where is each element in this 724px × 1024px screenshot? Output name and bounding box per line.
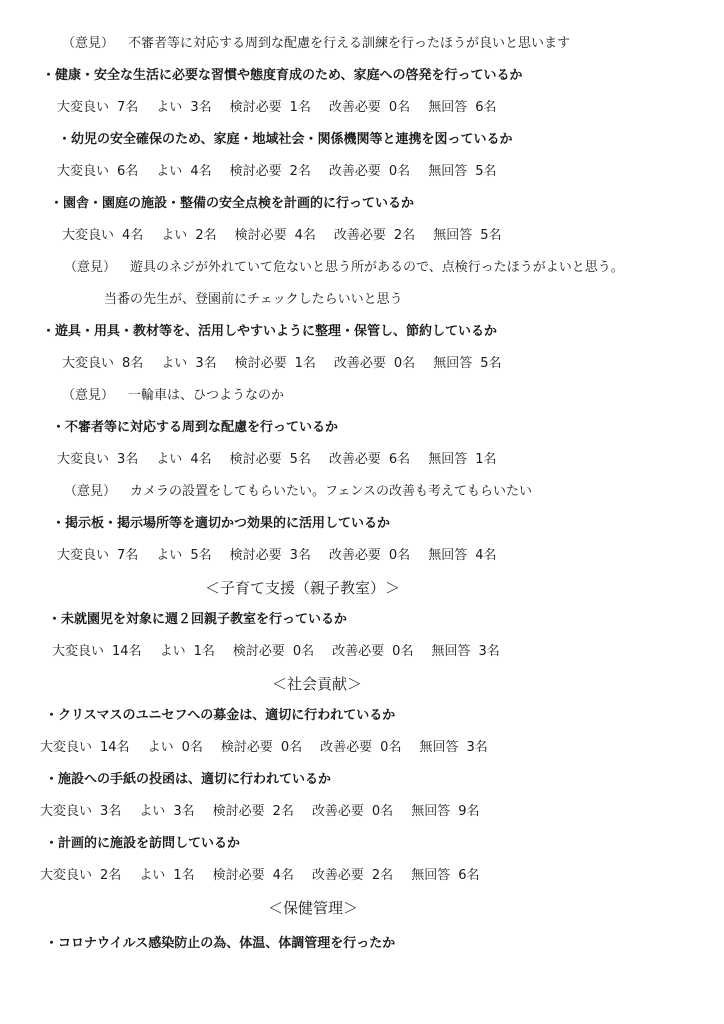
rating-count: 6名: [475, 100, 497, 115]
rating-count: 3名: [466, 740, 488, 755]
rating-label: 検討必要: [232, 644, 285, 659]
rating-label: 無回答: [433, 228, 473, 243]
survey-question: ・不審者等に対応する周到な配慮を行っているか: [52, 420, 339, 435]
rating-label: 大変良い: [52, 644, 105, 659]
rating-label: 改善必要: [328, 100, 381, 115]
survey-question: ・計画的に施設を訪問しているか: [45, 836, 241, 851]
rating-label: 検討必要: [229, 100, 282, 115]
rating-count: 4名: [475, 548, 497, 563]
rating-count: 3名: [478, 644, 500, 659]
rating-results-row: [57, 452, 496, 468]
rating-count: 14名: [112, 644, 142, 659]
rating-count: 0名: [393, 356, 416, 371]
rating-count: 4名: [272, 868, 294, 883]
rating-count: 0名: [388, 548, 411, 563]
rating-label: よい: [159, 644, 186, 659]
rating-label: 改善必要: [333, 228, 386, 243]
opinion-text: 遊具のネジが外れていて危ないと思う所があるので、点検行ったほうがよいと思う。: [130, 260, 624, 275]
opinion-label: （意見）: [62, 388, 115, 403]
rating-results-row: [57, 164, 496, 180]
rating-results-row: [40, 740, 488, 756]
rating-results-row: [52, 644, 500, 660]
rating-count: 2名: [289, 164, 311, 179]
rating-count: 0名: [292, 644, 315, 659]
rating-count: 5名: [190, 548, 212, 563]
rating-label: 改善必要: [332, 644, 385, 659]
survey-question: ・クリスマスのユニセフへの募金は、適切に行われているか: [45, 708, 396, 723]
rating-label: 検討必要: [220, 740, 273, 755]
rating-count: 2名: [371, 868, 394, 883]
rating-label: 大変良い: [40, 740, 93, 755]
rating-count: 1名: [289, 100, 311, 115]
rating-label: 無回答: [411, 804, 451, 819]
opinion-comment: [64, 260, 624, 276]
rating-count: 3名: [190, 100, 212, 115]
rating-label: 改善必要: [328, 548, 381, 563]
rating-count: 4名: [190, 164, 212, 179]
opinion-text: 一輪車は、ひつようなのか: [128, 388, 285, 403]
rating-label: 改善必要: [333, 356, 386, 371]
rating-label: 大変良い: [57, 164, 110, 179]
rating-label: 無回答: [419, 740, 459, 755]
rating-count: 2名: [195, 228, 217, 243]
rating-count: 6名: [458, 868, 480, 883]
opinion-label: （意見）: [64, 260, 117, 275]
rating-count: 6名: [117, 164, 139, 179]
survey-question: ・遊具・用具・教材等を、活用しやすいように整理・保管し、節約しているか: [42, 324, 498, 339]
rating-count: 1名: [173, 868, 195, 883]
rating-count: 0名: [181, 740, 203, 755]
section-heading: ＜保健管理＞: [268, 899, 359, 917]
rating-label: 大変良い: [40, 804, 93, 819]
rating-count: 1名: [193, 644, 215, 659]
opinion-text: カメラの設置をしてもらいたい。フェンスの改善も考えてもらいたい: [130, 484, 532, 499]
rating-label: 無回答: [428, 452, 468, 467]
rating-count: 9名: [458, 804, 480, 819]
rating-label: よい: [139, 868, 166, 883]
rating-label: 無回答: [428, 100, 468, 115]
rating-label: 無回答: [428, 164, 468, 179]
rating-label: 改善必要: [328, 164, 381, 179]
rating-count: 5名: [289, 452, 311, 467]
section-heading: ＜社会貢献＞: [272, 675, 363, 693]
opinion-continuation: 当番の先生が、登園前にチェックしたらいいと思う: [104, 292, 403, 307]
opinion-text: 不審者等に対応する周到な配慮を行える訓練を行ったほうが良いと思います: [128, 36, 571, 51]
rating-count: 0名: [388, 100, 411, 115]
rating-results-row: [40, 804, 479, 820]
rating-count: 2名: [100, 868, 122, 883]
survey-question: ・施設への手紙の投函は、適切に行われているか: [45, 772, 332, 787]
survey-question: ・未就園児を対象に週２回親子教室を行っているか: [48, 612, 348, 627]
rating-count: 4名: [190, 452, 212, 467]
rating-label: 大変良い: [62, 228, 115, 243]
rating-label: 大変良い: [57, 452, 110, 467]
rating-count: 1名: [294, 356, 316, 371]
rating-label: 大変良い: [57, 548, 110, 563]
rating-label: 改善必要: [328, 452, 381, 467]
rating-count: 0名: [280, 740, 303, 755]
rating-results-row: [57, 100, 496, 116]
rating-results-row: [57, 548, 496, 564]
rating-label: よい: [156, 100, 183, 115]
rating-label: 検討必要: [229, 164, 282, 179]
rating-count: 7名: [117, 548, 139, 563]
rating-count: 2名: [272, 804, 294, 819]
rating-label: 大変良い: [62, 356, 115, 371]
rating-label: 改善必要: [311, 804, 364, 819]
rating-count: 5名: [480, 356, 502, 371]
rating-count: 3名: [117, 452, 139, 467]
rating-label: 改善必要: [311, 868, 364, 883]
rating-label: よい: [156, 164, 183, 179]
opinion-label: （意見）: [64, 484, 117, 499]
rating-label: 無回答: [431, 644, 471, 659]
rating-count: 14名: [100, 740, 130, 755]
rating-label: 検討必要: [234, 356, 287, 371]
rating-label: 無回答: [411, 868, 451, 883]
rating-label: 検討必要: [229, 452, 282, 467]
survey-question: ・コロナウイルス感染防止の為、体温、体調管理を行ったか: [45, 936, 396, 951]
rating-count: 3名: [289, 548, 311, 563]
rating-count: 1名: [475, 452, 497, 467]
rating-count: 7名: [117, 100, 139, 115]
rating-count: 5名: [475, 164, 497, 179]
rating-label: 無回答: [433, 356, 473, 371]
rating-count: 4名: [294, 228, 316, 243]
rating-label: 無回答: [428, 548, 468, 563]
rating-results-row: [62, 228, 501, 244]
rating-label: よい: [147, 740, 174, 755]
rating-label: 検討必要: [234, 228, 287, 243]
rating-count: 0名: [371, 804, 394, 819]
section-heading: ＜子育て支援（親子教室）＞: [205, 579, 401, 597]
rating-count: 4名: [122, 228, 144, 243]
rating-count: 6名: [388, 452, 411, 467]
opinion-comment: [64, 484, 532, 500]
rating-count: 0名: [388, 164, 411, 179]
opinion-comment: [62, 36, 570, 52]
rating-label: 改善必要: [320, 740, 373, 755]
opinion-label: （意見）: [62, 36, 115, 51]
survey-question: ・健康・安全な生活に必要な習慣や態度育成のため、家庭への啓発を行っているか: [42, 68, 523, 83]
rating-count: 3名: [195, 356, 217, 371]
rating-label: よい: [161, 228, 188, 243]
rating-label: 大変良い: [57, 100, 110, 115]
rating-results-row: [40, 868, 479, 884]
rating-label: よい: [156, 452, 183, 467]
survey-question: ・掲示板・掲示場所等を適切かつ効果的に活用しているか: [52, 516, 391, 531]
rating-label: 検討必要: [212, 804, 265, 819]
rating-label: 検討必要: [229, 548, 282, 563]
rating-count: 8名: [122, 356, 144, 371]
rating-count: 0名: [392, 644, 414, 659]
survey-question: ・幼児の安全確保のため、家庭・地域社会・関係機関等と連携を図っているか: [58, 132, 513, 147]
rating-count: 5名: [480, 228, 502, 243]
rating-count: 2名: [393, 228, 416, 243]
rating-label: 大変良い: [40, 868, 93, 883]
rating-label: よい: [139, 804, 166, 819]
rating-count: 3名: [100, 804, 122, 819]
rating-count: 0名: [380, 740, 402, 755]
rating-count: 3名: [173, 804, 195, 819]
rating-results-row: [62, 356, 501, 372]
opinion-comment: [62, 388, 284, 404]
survey-question: ・園舎・園庭の施設・整備の安全点検を計画的に行っているか: [50, 196, 415, 211]
rating-label: 検討必要: [212, 868, 265, 883]
rating-label: よい: [156, 548, 183, 563]
rating-label: よい: [161, 356, 188, 371]
